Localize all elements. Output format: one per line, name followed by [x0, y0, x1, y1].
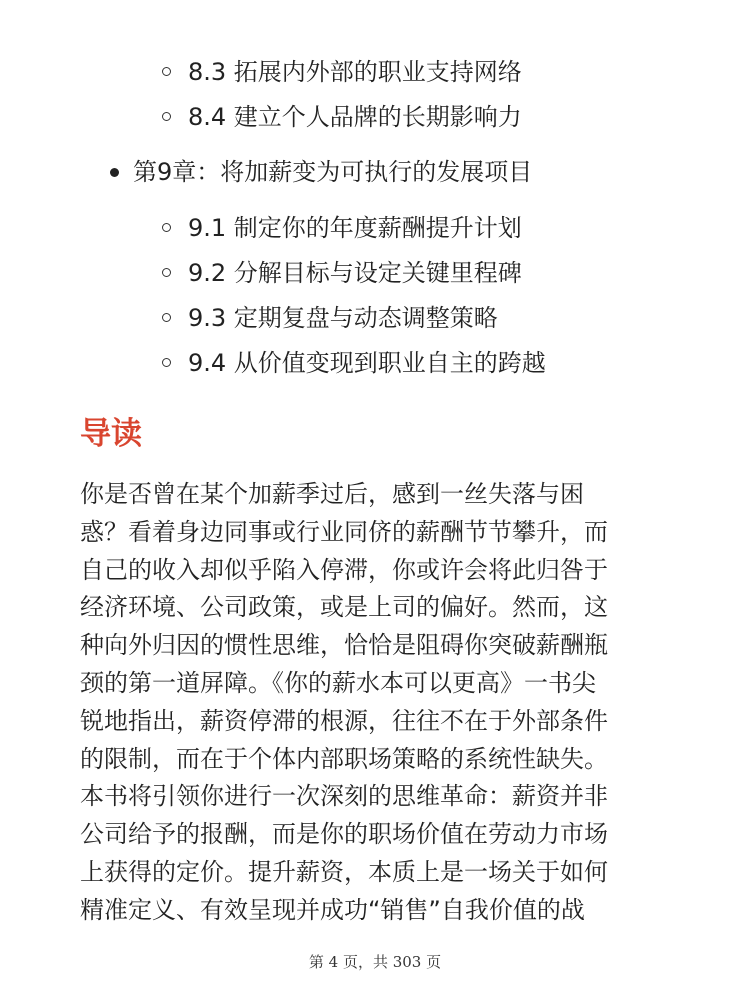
body-line: 锐地指出，薪资停滞的根源，往往不在于外部条件: [80, 706, 608, 735]
body-line: 你是否曾在某个加薪季过后，感到一丝失落与困: [80, 480, 584, 508]
hollow-bullet-icon: [162, 112, 171, 121]
solid-bullet-icon: [110, 168, 119, 177]
section-heading: 导读: [80, 416, 142, 452]
body-line: 种向外归因的惯性思维，恰恰是阻碍你突破薪酬瓶: [80, 631, 608, 660]
toc-item-label: 8.3 拓展内外部的职业支持网络: [188, 58, 522, 86]
toc-item-label: 9.3 定期复盘与动态调整策略: [188, 304, 498, 332]
hollow-bullet-icon: [162, 313, 171, 322]
hollow-bullet-icon: [162, 268, 171, 277]
body-line: 的限制，而在于个体内部职场策略的系统性缺失。: [80, 744, 608, 773]
body-line: 自己的收入却似乎陷入停滞，你或许会将此归咎于: [80, 555, 608, 584]
hollow-bullet-icon: [162, 358, 171, 367]
toc-item-label: 9.2 分解目标与设定关键里程碑: [188, 259, 522, 287]
page-number-footer: 第 4 页，共 303 页: [308, 953, 442, 971]
body-paragraph: [80, 476, 680, 930]
body-line: 经济环境、公司政策，或是上司的偏好。然而，这: [80, 593, 608, 622]
body-line: 惑？看着身边同事或行业同侪的薪酬节节攀升，而: [80, 517, 608, 546]
body-line: 公司给予的报酬，而是你的职场价值在劳动力市场: [80, 820, 608, 849]
toc-item-label: 8.4 建立个人品牌的长期影响力: [188, 103, 522, 131]
body-line: 本书将引领你进行一次深刻的思维革命：薪资并非: [80, 782, 608, 811]
body-line: 颈的第一道屏障。《你的薪水本可以更高》一书尖: [80, 668, 596, 697]
toc-chapter-label: 第9章：将加薪变为可执行的发展项目: [133, 158, 533, 186]
hollow-bullet-icon: [162, 223, 171, 232]
toc-item-label: 9.1 制定你的年度薪酬提升计划: [188, 214, 522, 242]
body-line: 精准定义、有效呈现并成功“销售”自我价值的战: [80, 895, 585, 924]
toc-item-label: 9.4 从价值变现到职业自主的跨越: [188, 349, 546, 377]
body-line: 上获得的定价。提升薪资，本质上是一场关于如何: [80, 857, 608, 886]
hollow-bullet-icon: [162, 67, 171, 76]
